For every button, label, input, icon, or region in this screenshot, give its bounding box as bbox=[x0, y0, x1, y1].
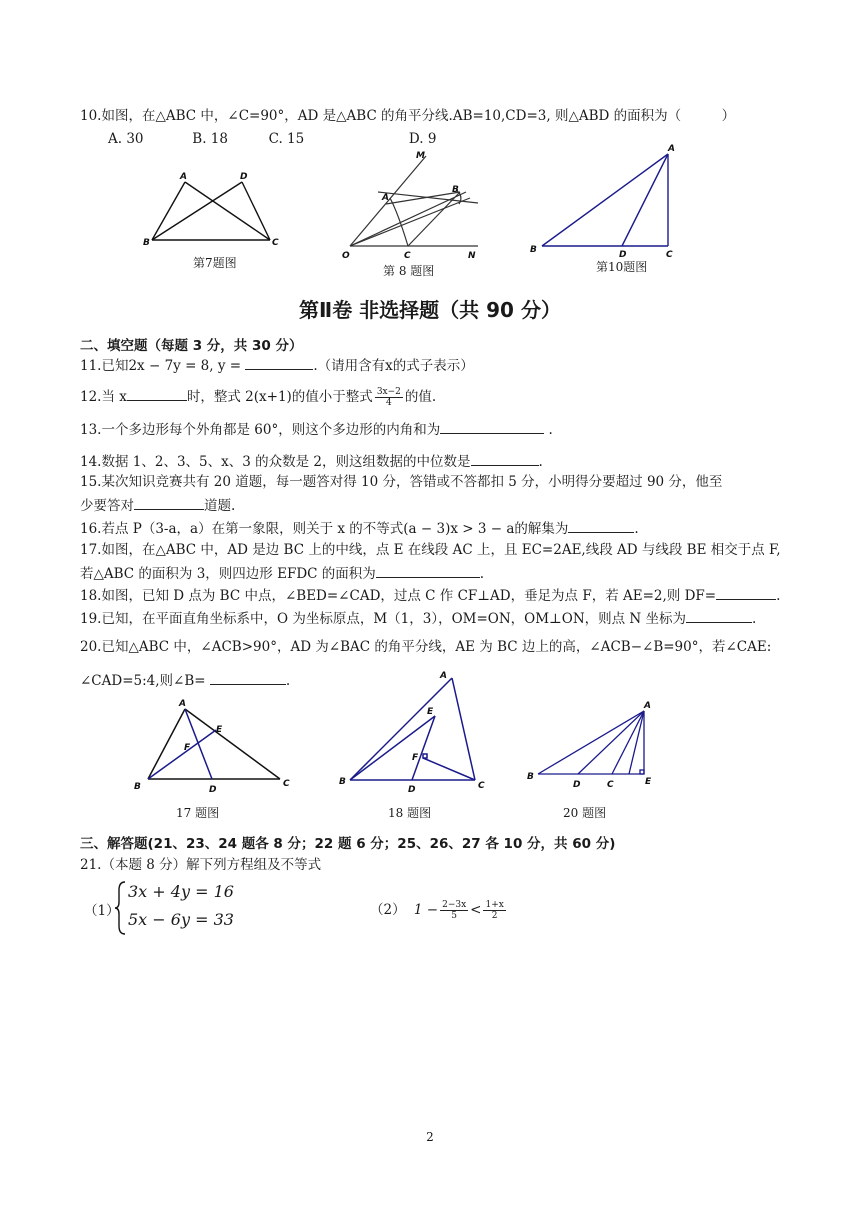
q21-brace bbox=[114, 880, 128, 936]
q15-blank[interactable] bbox=[134, 495, 204, 510]
q18 bbox=[80, 585, 780, 605]
q21-numerator-2: 1+x bbox=[485, 900, 504, 910]
fig18-label-c: C bbox=[478, 781, 485, 791]
fig17-label-d: D bbox=[209, 785, 217, 795]
q12-text-b: 时，整式 2(x+1)的值小于整式 bbox=[186, 389, 373, 405]
fig18-label-e: E bbox=[427, 707, 434, 717]
q11 bbox=[80, 355, 474, 375]
q18-text: 18.如图，已知 D 点为 BC 中点，∠BED=∠CAD，过点 C 作 CF⊥AD，垂足为点 F，若 AE=2,则 DF= bbox=[80, 588, 717, 604]
figure-7 bbox=[140, 165, 290, 255]
fig8-label-m: M bbox=[416, 151, 425, 161]
q10-stem: 10.如图，在△ABC 中，∠C=90°，AD 是△ABC 的角平分线.AB=10,CD=3, 则△ABD 的面积为（ ） bbox=[80, 108, 736, 124]
q16-end: . bbox=[634, 521, 639, 537]
q20-text-b: ∠CAD=5:4,则∠B= bbox=[80, 673, 210, 689]
fig10-label-d: D bbox=[619, 250, 627, 260]
q21-numerator-1: 2−3x bbox=[442, 900, 467, 910]
fig7-caption: 第7题图 bbox=[193, 256, 237, 270]
q21-part2 bbox=[370, 900, 508, 921]
q17-line1: 17.如图，在△ABC 中，AD 是边 BC 上的中线，点 E 在线段 AC 上，且 EC=2AE,线段 AD 与线段 BE 相交于点 F, bbox=[80, 542, 781, 558]
page-number: 2 bbox=[426, 1130, 434, 1144]
fig8-label-o: O bbox=[342, 251, 350, 261]
section2-header: 二、填空题（每题 3 分，共 30 分） bbox=[80, 338, 303, 354]
q19-blank[interactable] bbox=[686, 608, 752, 623]
fig18-label-b: B bbox=[339, 777, 346, 787]
q12-text-c: 的值. bbox=[404, 389, 437, 405]
q13-text: 13.一个多边形每个外角都是 60°，则这个多边形的内角和为 bbox=[80, 422, 441, 438]
fig17-label-a: A bbox=[179, 699, 186, 709]
q18-end: . bbox=[776, 588, 781, 604]
fig20-label-a: A bbox=[644, 701, 651, 711]
q21-equation-2: 5x − 6y = 33 bbox=[128, 910, 234, 929]
figure-10 bbox=[525, 140, 685, 260]
fig8-caption: 第 8 题图 bbox=[383, 264, 435, 278]
q21-ineq-left: 1 − bbox=[413, 902, 439, 918]
q10-option-c: C. 15 bbox=[268, 131, 305, 147]
fig18-label-d: D bbox=[408, 785, 416, 795]
fig18-label-a: A bbox=[440, 671, 447, 681]
part2-title: 第Ⅱ卷 非选择题（共 90 分） bbox=[299, 298, 561, 322]
q15-line1: 15.某次知识竞赛共有 20 道题，每一题答对得 10 分，答错或不答都扣 5 分，小明得分要超过 90 分，他至 bbox=[80, 474, 723, 490]
q19 bbox=[80, 608, 756, 628]
q11-blank[interactable] bbox=[245, 355, 313, 370]
q14-end: . bbox=[538, 454, 543, 470]
fig17-label-b: B bbox=[134, 782, 141, 792]
q21-stem: 21.（本题 8 分）解下列方程组及不等式 bbox=[80, 857, 322, 873]
q14-text: 14.数据 1、2、3、5、x、3 的众数是 2，则这组数据的中位数是 bbox=[80, 454, 471, 470]
q12-numerator: 3x−2 bbox=[376, 387, 401, 397]
fig7-label-d: D bbox=[240, 172, 248, 182]
q11-text: 11.已知2x − 7y = 8, y = bbox=[80, 358, 246, 374]
fig7-label-b: B bbox=[143, 238, 150, 248]
q15-text-c: 道题. bbox=[204, 498, 236, 514]
fig8-label-b: B bbox=[452, 185, 459, 195]
q20-blank[interactable] bbox=[210, 670, 286, 685]
q21-equation-1: 3x + 4y = 16 bbox=[128, 882, 234, 901]
q10-options bbox=[108, 130, 436, 148]
q17-line2 bbox=[80, 563, 484, 583]
q20-line1: 20.已知△ABC 中，∠ACB>90°，AD 为∠BAC 的角平分线，AE 为 BC 边上的高，∠ACB−∠B=90°，若∠CAE: bbox=[80, 639, 772, 655]
q21-part2-label: （2） bbox=[370, 902, 406, 918]
fig17-label-e: E bbox=[216, 725, 223, 735]
fig20-label-d: D bbox=[573, 780, 581, 790]
q19-end: . bbox=[752, 611, 757, 627]
q12-fraction bbox=[375, 387, 403, 408]
q21-fraction-2 bbox=[483, 900, 505, 921]
q10-option-b: B. 18 bbox=[192, 131, 228, 147]
fig20-label-c: C bbox=[607, 780, 614, 790]
q16-text: 16.若点 P（3-a，a）在第一象限，则关于 x 的不等式(a − 3)x > 3 − a的解集为 bbox=[80, 521, 569, 537]
q13 bbox=[80, 419, 553, 439]
figure-8 bbox=[338, 148, 488, 268]
q10-option-a: A. 30 bbox=[108, 131, 144, 147]
figure-17 bbox=[128, 694, 298, 799]
fig7-label-a: A bbox=[180, 172, 187, 182]
fig10-label-a: A bbox=[668, 144, 675, 154]
q21-fraction-1 bbox=[440, 900, 468, 921]
q12 bbox=[80, 386, 436, 408]
q20-end: . bbox=[285, 673, 291, 689]
fig10-caption: 第10题图 bbox=[596, 260, 648, 274]
fig20-label-b: B bbox=[527, 772, 534, 782]
fig20-label-e: E bbox=[645, 777, 652, 787]
fig17-label-f: F bbox=[184, 743, 191, 753]
q21-denominator-1: 5 bbox=[451, 911, 457, 921]
q16-blank[interactable] bbox=[568, 518, 634, 533]
q15-line2 bbox=[80, 495, 235, 515]
q12-denominator: 4 bbox=[385, 398, 392, 408]
fig18-caption: 18 题图 bbox=[388, 806, 432, 820]
q20-line2 bbox=[80, 670, 290, 690]
q21-denominator-2: 2 bbox=[491, 911, 498, 921]
fig10-label-b: B bbox=[530, 245, 537, 255]
q17-blank[interactable] bbox=[376, 563, 480, 578]
q17-end: . bbox=[479, 566, 485, 582]
figure-18 bbox=[332, 668, 497, 796]
q19-text: 19.已知，在平面直角坐标系中，O 为坐标原点，M（1，3），OM=ON，OM⊥ON，则点 N 坐标为 bbox=[80, 611, 687, 627]
fig10-label-c: C bbox=[666, 250, 673, 260]
q14-blank[interactable] bbox=[471, 451, 539, 466]
fig8-label-n: N bbox=[468, 251, 476, 261]
q13-end: . bbox=[544, 422, 553, 438]
q12-blank[interactable] bbox=[127, 386, 187, 401]
fig8-label-c: C bbox=[404, 251, 411, 261]
q17-text-b: 若△ABC 的面积为 3，则四边形 EFDC 的面积为 bbox=[80, 566, 376, 582]
q21-less-than: < bbox=[470, 902, 482, 918]
q21-part1-label: （1） bbox=[84, 903, 120, 919]
fig7-label-c: C bbox=[272, 238, 279, 248]
figure-20 bbox=[524, 694, 664, 794]
fig20-caption: 20 题图 bbox=[563, 806, 607, 820]
q10-option-d: D. 9 bbox=[408, 131, 437, 147]
fig17-caption: 17 题图 bbox=[176, 806, 220, 820]
q15-text-b: 少要答对 bbox=[80, 498, 134, 514]
fig17-label-c: C bbox=[283, 779, 290, 789]
q13-blank[interactable] bbox=[440, 419, 544, 434]
q14 bbox=[80, 451, 543, 471]
q11-note: .（请用含有x的式子表示） bbox=[313, 358, 474, 374]
fig18-label-f: F bbox=[412, 753, 419, 763]
q12-text-a: 12.当 x bbox=[80, 389, 127, 405]
q16 bbox=[80, 518, 639, 538]
fig8-label-a: A bbox=[382, 193, 389, 203]
section3-header: 三、解答题(21、23、24 题各 8 分；22 题 6 分；25、26、27 各 10 分，共 60 分) bbox=[80, 836, 616, 852]
q18-blank[interactable] bbox=[716, 585, 776, 600]
